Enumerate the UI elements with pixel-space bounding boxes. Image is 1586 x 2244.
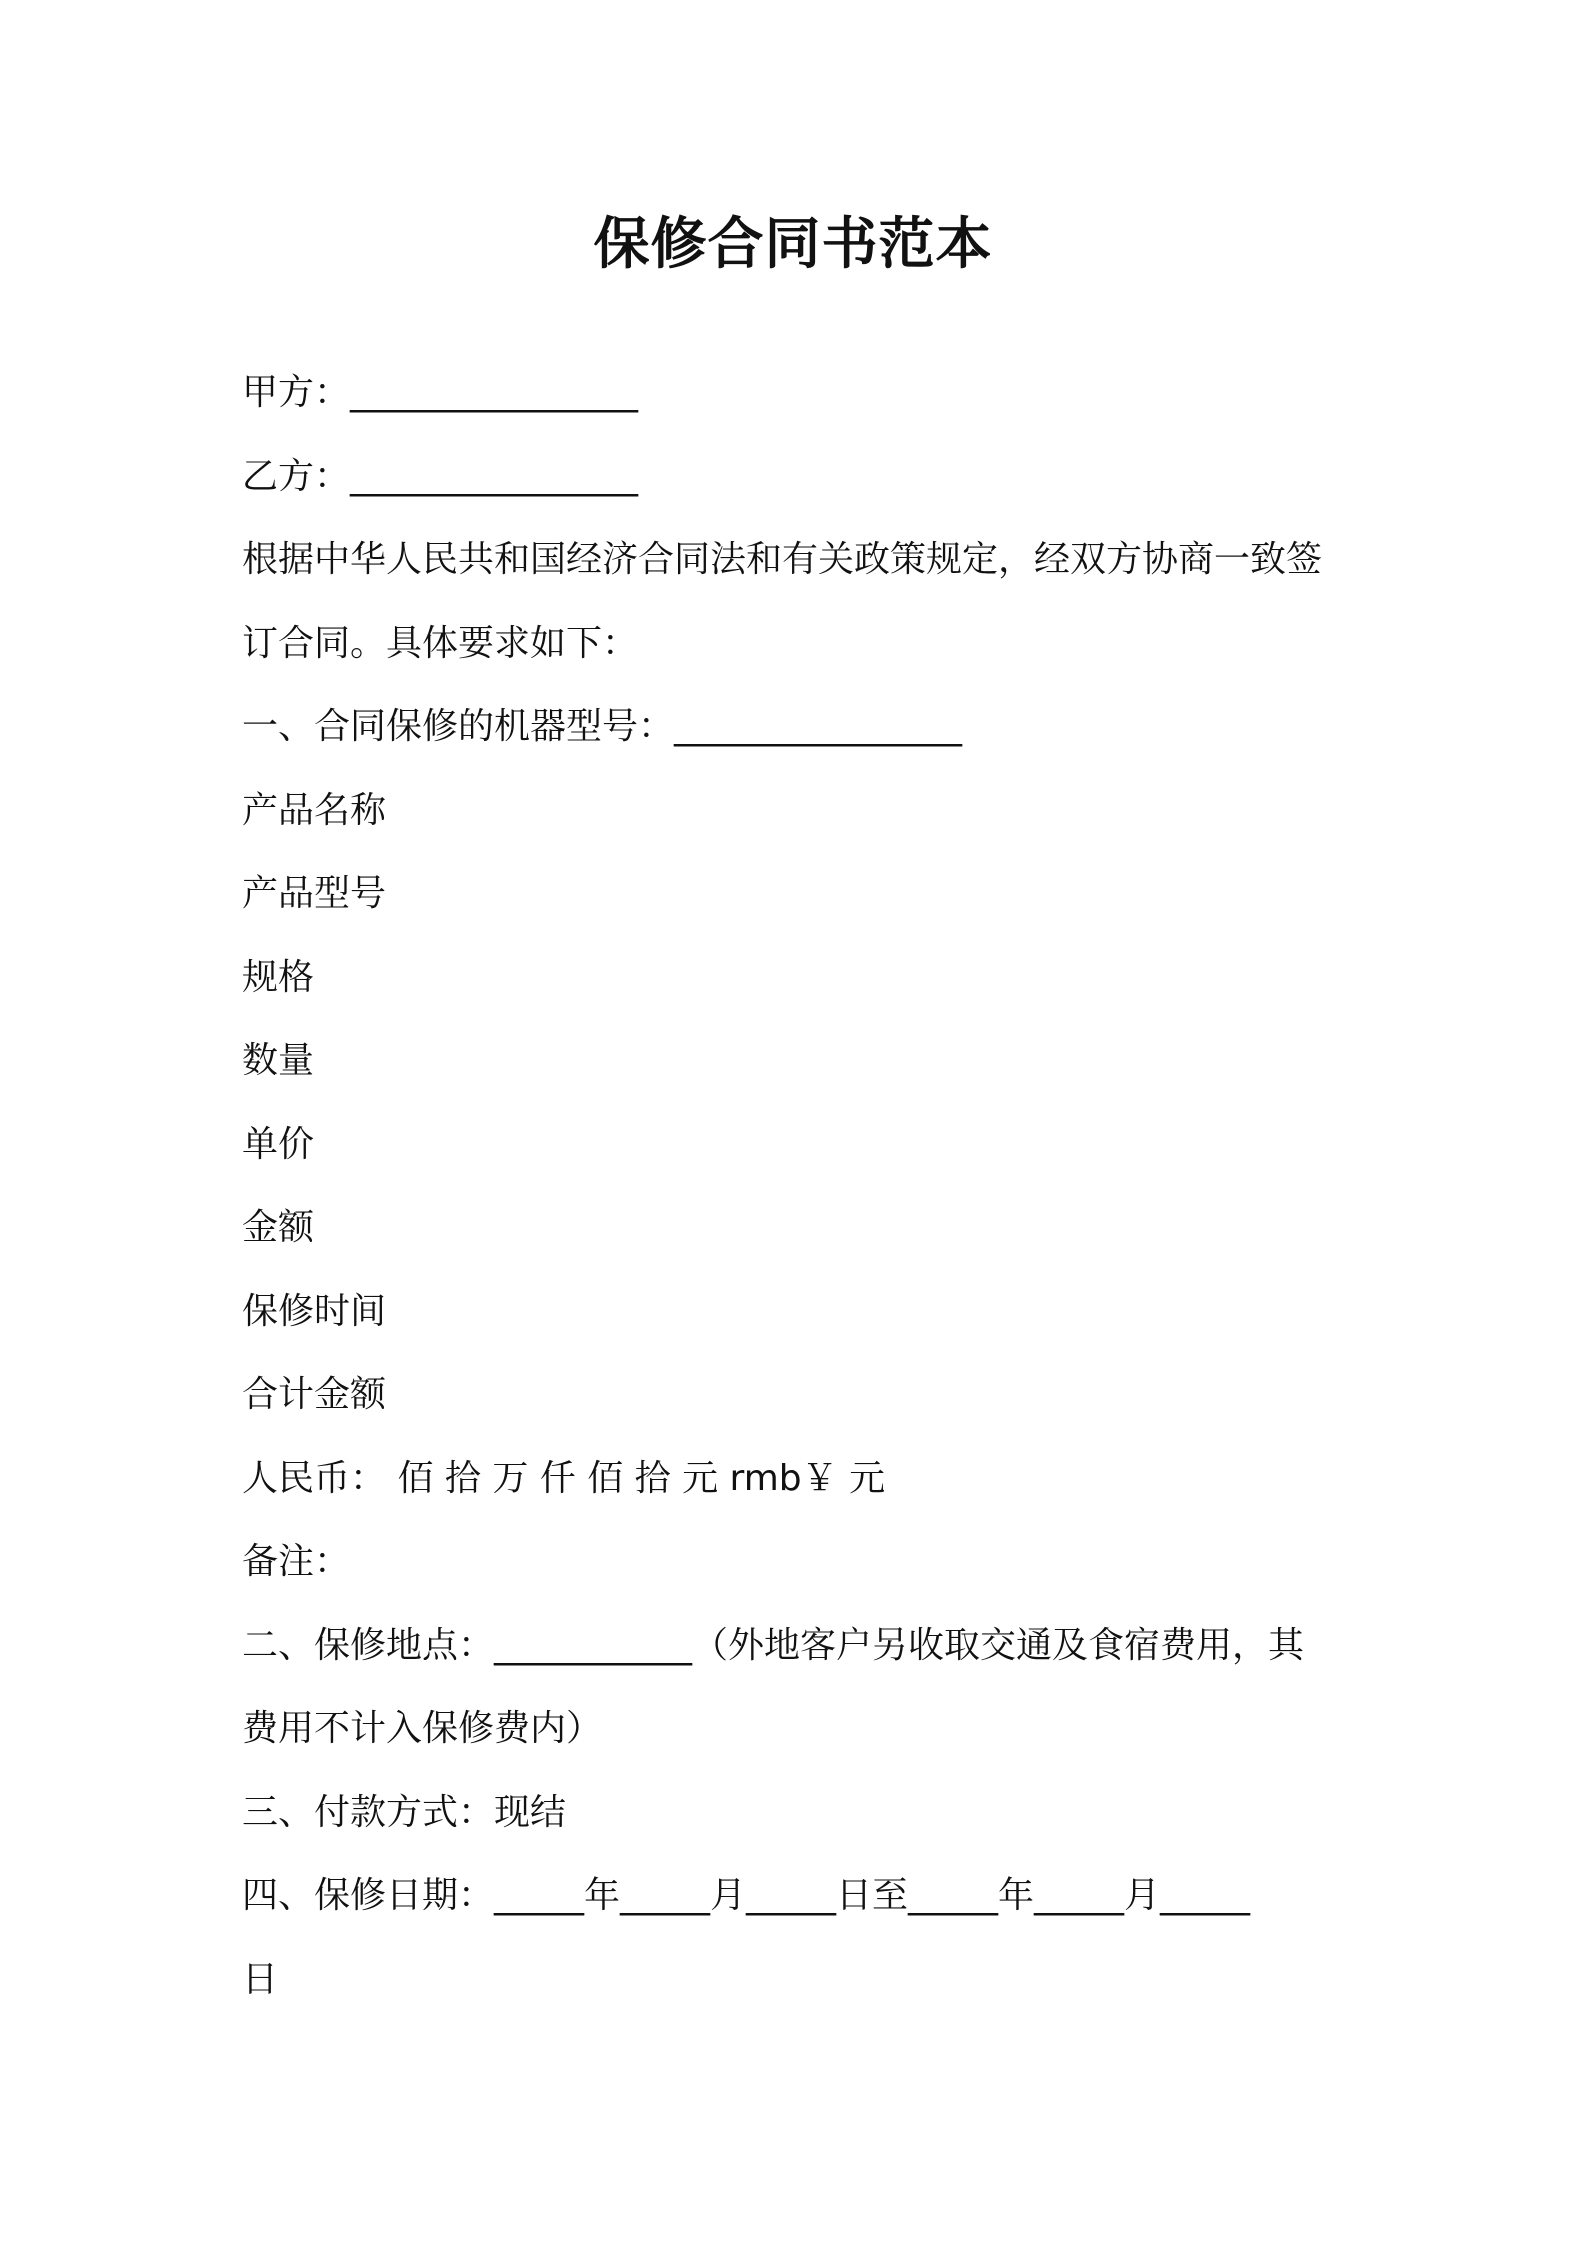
section-4-warranty-dates-line-2: 日 <box>242 1959 279 2000</box>
intro-line-1: 根据中华人民共和国经济合同法和有关政策规定，经双方协商一致签 <box>242 539 1323 580</box>
field-unit-price: 单价 <box>242 1124 315 1165</box>
party-a-line: 甲方：________________ <box>242 372 639 413</box>
document-title: 保修合同书范本 <box>593 212 993 277</box>
remarks-line: 备注： <box>242 1541 351 1582</box>
section-2-location-line-2: 费用不计入保修费内） <box>242 1708 603 1749</box>
field-warranty-period: 保修时间 <box>242 1291 387 1332</box>
section-4-warranty-dates-line-1: 四、保修日期：_____年_____月_____日至_____年_____月_____ <box>242 1875 1251 1916</box>
rmb-amount-line: 人民币： 佰 拾 万 仟 佰 拾 元 rmb￥ 元 <box>242 1458 886 1499</box>
section-2-location-line-1: 二、保修地点：___________（外地客户另收取交通及食宿费用，其 <box>242 1625 1305 1666</box>
section-3-payment-method: 三、付款方式：现结 <box>242 1792 567 1833</box>
field-specification: 规格 <box>242 957 315 998</box>
field-product-name: 产品名称 <box>242 790 387 831</box>
field-product-model: 产品型号 <box>242 873 387 914</box>
intro-line-2: 订合同。具体要求如下： <box>242 623 639 664</box>
field-quantity: 数量 <box>242 1040 315 1081</box>
field-total-amount: 合计金额 <box>242 1374 387 1415</box>
party-b-line: 乙方：________________ <box>242 456 639 497</box>
field-amount: 金额 <box>242 1207 315 1248</box>
section-1-machine-model: 一、合同保修的机器型号：________________ <box>242 706 963 747</box>
